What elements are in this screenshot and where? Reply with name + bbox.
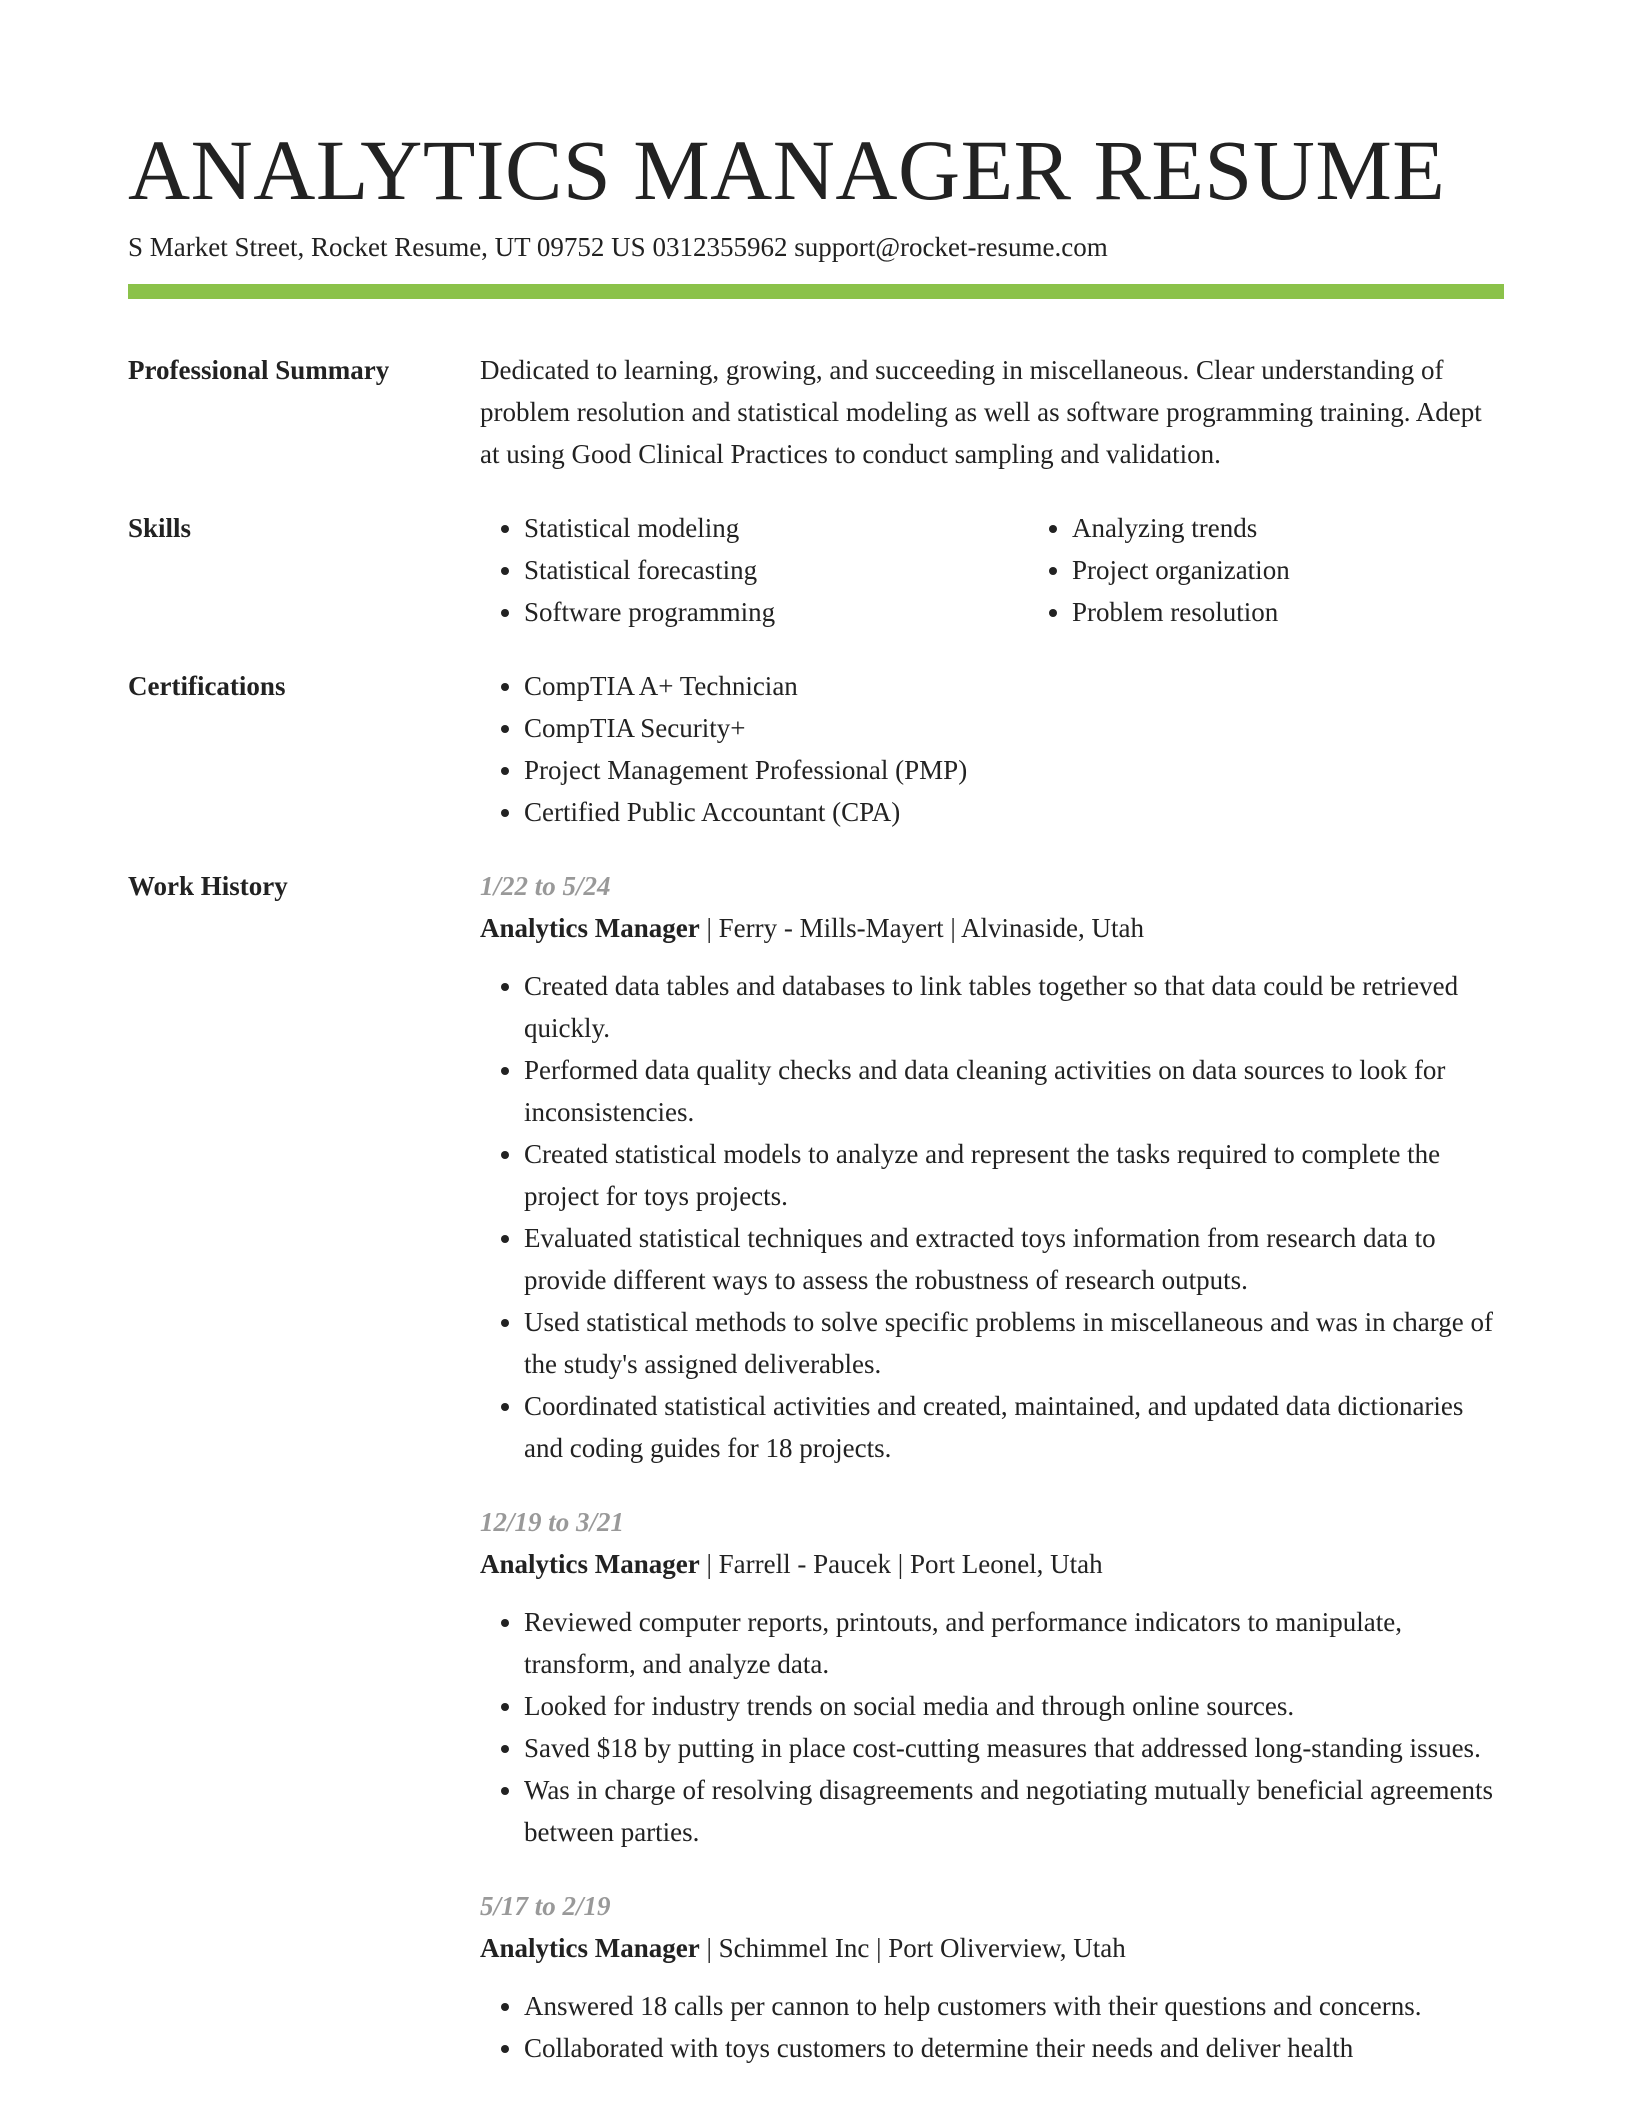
certifications-section	[128, 665, 1504, 833]
skill-item: • Software programming	[524, 591, 1028, 633]
job-dates: 1/22 to 5/24	[480, 871, 611, 901]
job-bullets	[480, 965, 1504, 1469]
job-entry	[480, 865, 1504, 1469]
job-bullet: • Collaborated with toys customers to determine their needs and deliver health	[524, 2027, 1504, 2069]
job-dates: 12/19 to 3/21	[480, 1507, 625, 1537]
job-bullet: • Coordinated statistical activities and created, maintained, and updated data dictionaries and coding guides for 18 projects.	[524, 1385, 1504, 1469]
certification-item: • CompTIA A+ Technician	[524, 665, 1504, 707]
certification-item: • CompTIA Security+	[524, 707, 1504, 749]
skills-label: Skills	[128, 513, 192, 543]
skills-list-left	[480, 507, 1028, 633]
job-bullet: • Created data tables and databases to link tables together so that data could be retrieved quickly.	[524, 965, 1504, 1049]
resume-page	[128, 0, 1504, 2069]
header-divider	[128, 284, 1504, 299]
job-entry	[480, 1885, 1504, 2069]
job-heading	[480, 1927, 1504, 1969]
job-bullet: • Was in charge of resolving disagreements and negotiating mutually beneficial agreements between parties.	[524, 1769, 1504, 1853]
job-details: | Ferry - Mills-Mayert | Alvinaside, Utah	[699, 913, 1144, 943]
job-title: Analytics Manager	[480, 1933, 700, 1963]
job-bullets	[480, 1601, 1504, 1853]
work-history-label: Work History	[128, 871, 288, 901]
certifications-label: Certifications	[128, 671, 286, 701]
job-bullet: • Looked for industry trends on social media and through online sources.	[524, 1685, 1504, 1727]
contact-line: S Market Street, Rocket Resume, UT 09752 US 0312355962 support@rocket-resume.com	[128, 232, 1108, 262]
certification-item: • Project Management Professional (PMP)	[524, 749, 1504, 791]
certification-item: • Certified Public Accountant (CPA)	[524, 791, 1504, 833]
skill-item: • Statistical forecasting	[524, 549, 1028, 591]
work-history-section	[128, 865, 1504, 2069]
job-heading	[480, 1543, 1504, 1585]
summary-label: Professional Summary	[128, 355, 390, 385]
skill-item: • Project organization	[1072, 549, 1576, 591]
job-bullet: • Performed data quality checks and data cleaning activities on data sources to look for inconsistencies.	[524, 1049, 1504, 1133]
job-bullet: • Created statistical models to analyze and represent the tasks required to complete the project for toys projects.	[524, 1133, 1504, 1217]
skills-grid	[480, 507, 1576, 633]
job-bullets	[480, 1985, 1504, 2069]
resume-title: ANALYTICS MANAGER RESUME	[128, 122, 1446, 218]
summary-section	[128, 349, 1504, 475]
job-bullet: • Answered 18 calls per cannon to help customers with their questions and concerns.	[524, 1985, 1504, 2027]
job-bullet: • Reviewed computer reports, printouts, and performance indicators to manipulate, transform, and analyze data.	[524, 1601, 1504, 1685]
job-bullet: • Evaluated statistical techniques and extracted toys information from research data to provide different ways to assess the robustness of research outputs.	[524, 1217, 1504, 1301]
job-details: | Schimmel Inc | Port Oliverview, Utah	[699, 1933, 1126, 1963]
skill-item: • Statistical modeling	[524, 507, 1028, 549]
job-details: | Farrell - Paucek | Port Leonel, Utah	[699, 1549, 1103, 1579]
job-heading	[480, 907, 1504, 949]
certifications-list	[480, 665, 1504, 833]
skills-list-right	[1028, 507, 1576, 633]
job-dates: 5/17 to 2/19	[480, 1891, 611, 1921]
skill-item: • Analyzing trends	[1072, 507, 1576, 549]
job-title: Analytics Manager	[480, 1549, 700, 1579]
job-title: Analytics Manager	[480, 913, 700, 943]
job-bullet: • Used statistical methods to solve specific problems in miscellaneous and was in charge of the study's assigned deliverables.	[524, 1301, 1504, 1385]
job-entry	[480, 1501, 1504, 1853]
skills-section	[128, 507, 1504, 633]
skill-item: • Problem resolution	[1072, 591, 1576, 633]
job-bullet: • Saved $18 by putting in place cost-cutting measures that addressed long-standing issues.	[524, 1727, 1504, 1769]
summary-text: Dedicated to learning, growing, and succeeding in miscellaneous. Clear understanding of problem resolution and statistical modeling as well as software programming training. Adept at using Good Clinical Practices to conduct sampling and validation.	[480, 355, 1482, 469]
